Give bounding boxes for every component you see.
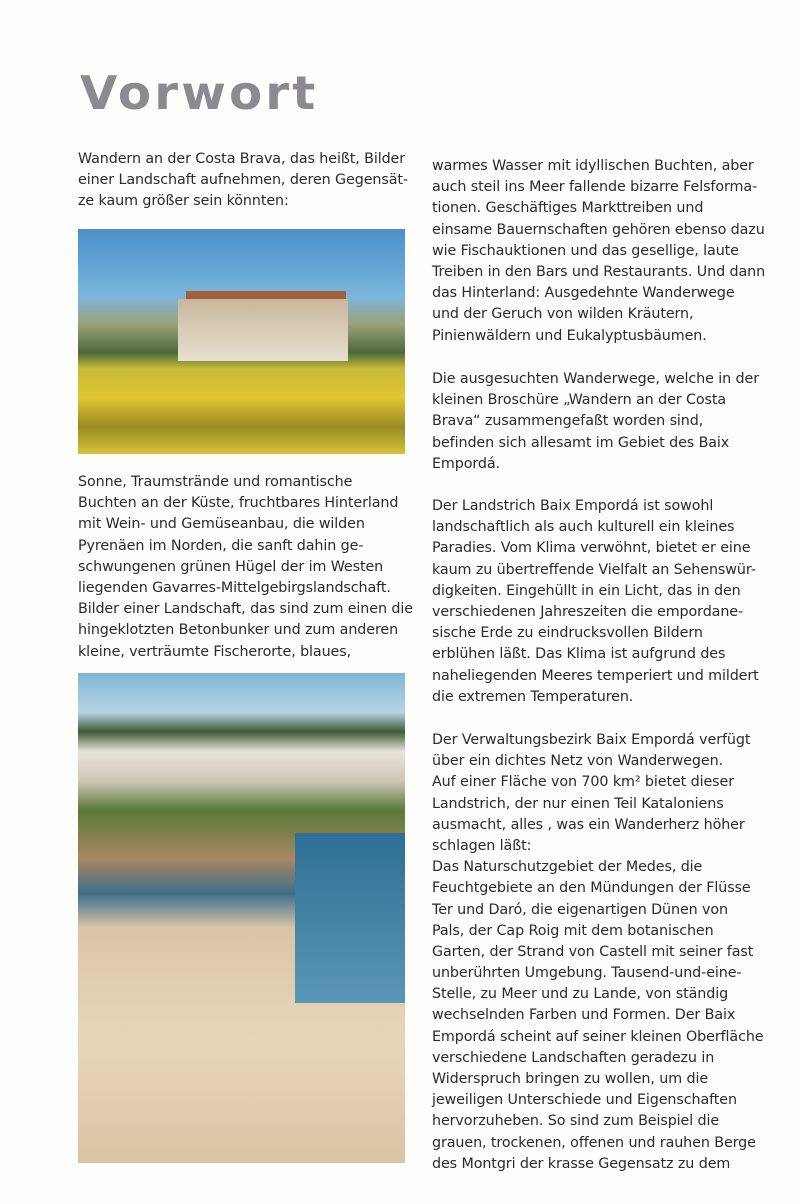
text-line: Ter und Daró, die eigenartigen Dünen von [432,901,729,918]
text-line: erblühen läßt. Das Klima ist aufgrund des [432,646,726,663]
text-line: ze kaum größer sein könnten: [78,193,289,210]
text-line: Sonne, Traumstrände und romantische [78,474,353,490]
text-line: Buchten an der Küste, fruchtbares Hinterland [78,495,399,512]
text-line: hervorzuheben. So sind zum Beispiel die [432,1113,720,1130]
text-line: schlagen läßt: [432,837,532,854]
text-line: Empordá scheint auf seiner kleinen Oberfläche [432,1028,764,1045]
text-line: Pinienwäldern und Eukalyptusbäumen. [432,327,707,344]
text-line: kleinen Broschüre „Wandern an der Costa [432,392,727,409]
beach-village-photo [78,673,405,1163]
text-line: wechselnden Farben und Formen. Der Baix [432,1007,736,1024]
text-line: einsame Bauernschaften gehören ebenso dazu [432,221,765,238]
text-line: Der Landstrich Baix Empordá ist sowohl [432,498,714,514]
intro-paragraph [78,149,408,213]
text-line: digkeiten. Eingehüllt in ein Licht, das in den [432,582,741,599]
text-line: und der Geruch von wilden Kräutern, [432,306,694,323]
text-line: landschaftlich als auch kulturell ein kleines [432,519,735,536]
text-line: das Hinterland: Ausgedehnte Wanderwege [432,285,735,302]
text-line: Pals, der Cap Roig mit dem botanischen [432,922,714,939]
text-line: mit Wein- und Gemüseanbau, die wilden [78,516,365,533]
text-line: verschiedene Landschaften geradezu in [432,1049,715,1066]
text-line: über ein dichtes Netz von Wanderwegen. [432,753,724,770]
text-line: die extremen Temperaturen. [432,688,634,705]
text-line: befinden sich allesamt im Gebiet des Baix [432,434,730,451]
text-line: ausmacht, alles , was ein Wanderherz höher [432,816,745,833]
routes-paragraph [432,369,759,475]
text-line: Paradies. Vom Klima verwöhnt, bietet er eine [432,540,751,557]
sunflower-field-farmhouse-photo [78,229,405,454]
text-line: Garten, der Strand von Castell mit seiner fast [432,943,754,960]
text-line: liegenden Gavarres-Mittelgebirgslandschaft. [78,579,391,596]
text-line: Die ausgesuchten Wanderwege, welche in der [432,371,759,387]
text-line: unberührten Umgebung. Tausend-und-eine- [432,965,742,982]
text-line: jeweiligen Unterschiede und Eigenschaften [432,1092,737,1109]
text-line: Empordá. [432,455,500,472]
text-line: einer Landschaft aufnehmen, deren Gegensät- [78,172,408,189]
text-line: hingeklotzten Betonbunker und zum anderen [78,622,399,639]
text-line: Feuchtgebiete an den Mündungen der Flüsse [432,880,751,897]
text-line: Treiben in den Bars und Restaurants. Und dann [432,263,766,280]
text-line: auch steil ins Meer fallende bizarre Felsforma- [432,179,758,196]
text-line: warmes Wasser mit idyllischen Buchten, aber [432,158,754,174]
text-line: grauen, trockenen, offenen und rauhen Berge [432,1134,756,1151]
text-line: sische Erde zu eindrucksvollen Bildern [432,625,703,642]
baix-emporda-paragraph [432,496,759,708]
text-line: Das Naturschutzgebiet der Medes, die [432,859,703,876]
text-line: kleine, verträumte Fischerorte, blaues, [78,643,352,660]
text-line: Landstrich, der nur einen Teil Kataloniens [432,795,724,812]
text-line: Pyrenäen im Norden, die sanft dahin ge- [78,537,364,554]
landscape-paragraph [78,472,413,663]
text-line: kaum zu übertreffende Vielfalt an Sehenswür- [432,561,756,578]
text-line: Widerspruch bringen zu wollen, um die [432,1071,709,1087]
text-line: des Montgri der krasse Gegensatz zu dem [432,1155,731,1172]
text-line: Brava“ zusammengefaßt worden sind, [432,413,704,430]
district-paragraph [432,730,764,1175]
text-line: naheliegenden Meeres temperiert und mildert [432,667,759,684]
text-line: verschiedenen Jahreszeiten die empordane- [432,603,744,620]
text-line: tionen. Geschäftiges Markttreiben und [432,200,704,217]
coast-paragraph [432,156,765,347]
text-line: wie Fischauktionen und das gesellige, laute [432,242,739,259]
text-line: Auf einer Fläche von 700 km² bietet dieser [432,774,734,791]
text-line: Der Verwaltungsbezirk Baix Empordá verfügt [432,732,751,748]
text-line: Wandern an der Costa Brava, das heißt, Bilder [78,151,406,167]
page-title: Vorwort [80,66,319,120]
text-line: Bilder einer Landschaft, das sind zum einen die [78,601,413,618]
text-line: schwungenen grünen Hügel der im Westen [78,558,384,575]
text-line: Stelle, zu Meer und zu Lande, von ständig [432,986,729,1003]
